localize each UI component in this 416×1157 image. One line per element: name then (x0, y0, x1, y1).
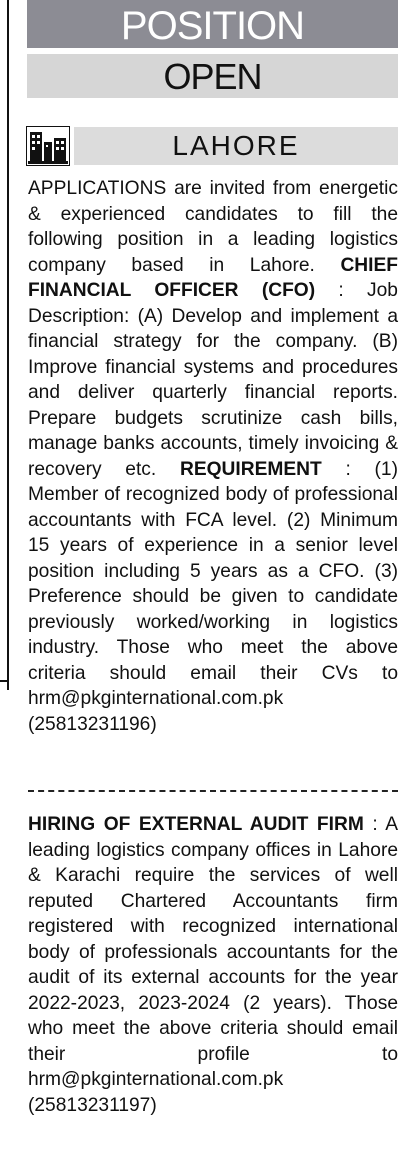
audit-title: HIRING OF EXTERNAL AUDIT FIRM (28, 814, 364, 835)
audit-body: : A leading logistics company offices in Lahore & Karachi require the services of well reputed Chartered Accountants firm registered with recognized international body of professionals accountants for the audit of its external accounts for the year 2022-2023, 2023-2024 (2 years). Those who meet the above criteria should email their profile to hrm@pkginternational.com.pk (25813231197) (28, 814, 398, 1116)
audit-firm-advertisement (28, 812, 398, 1118)
ad1-intro: APPLICATIONS are invited from energetic & experienced candidates to fill the following position in a leading logistics company based in Lahore. (28, 178, 398, 276)
open-banner: OPEN (27, 54, 398, 98)
dashed-separator (28, 790, 398, 792)
requirement-heading: REQUIREMENT (179, 458, 322, 480)
requirements-text: : (1) Member of recognized body of professional accountants with FCA level. (2) Minimum 15 years of experience in a senior level position including 5 years as a CFO. (3) Preference should be given to candidate previously worked/working in logistics industry. Those who meet the above criteria should email their CVs to hrm@pkginternational.com.pk (25813231196) (28, 458, 398, 735)
position-banner: POSITION (27, 0, 398, 48)
column-divider (7, 0, 9, 690)
cfo-advertisement (28, 176, 398, 737)
city-label: LAHORE (74, 127, 398, 165)
position-title: CHIEF FINANCIAL OFFICER (CFO) (28, 254, 398, 301)
column-divider-tick (0, 680, 9, 682)
city-icon (26, 126, 70, 166)
job-description: : Job Description: (A) Develop and implement a financial strategy for the company. (B) Improve financial systems and procedures and deliver quarterly financial reports. Prepare budgets scrutinize cash bills, manage banks accounts, timely invoicing & recovery etc. (28, 280, 398, 480)
